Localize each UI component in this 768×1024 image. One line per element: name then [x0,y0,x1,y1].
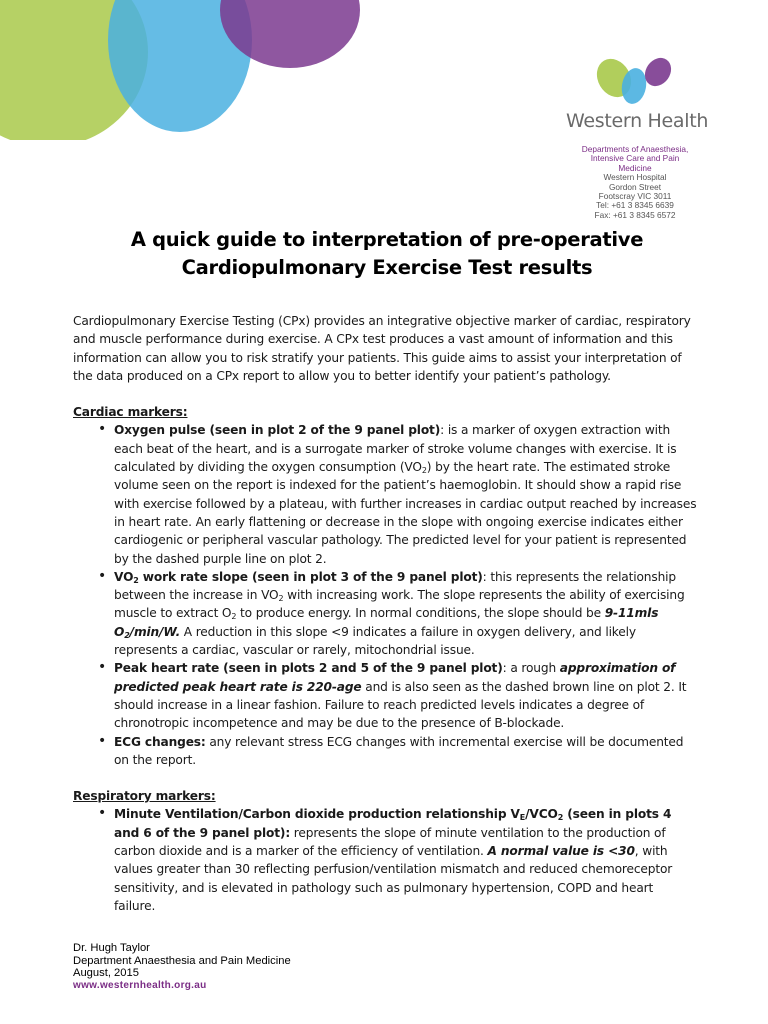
address-line: Western Hospital [603,172,667,183]
footer [73,942,291,992]
section-heading-respiratory: Respiratory markers: [73,789,216,804]
list-item-ecg-changes: • ECG changes: any relevant stress ECG changes with incremental exercise will be documented on the report. [114,733,698,770]
list-item-ve-vco2: • Minute Ventilation/Carbon dioxide production relationship $V_E/VCO_2$ (seen in plots 4 and 6 of the 9 panel plot): represents the slope of minute ventilation to the production of carbon dioxide and is a marker of the efficiency of ventilation. A normal value is <30, with values greater than 30 reflecting perfusion/ventilation mismatch and reduced chemoreceptor sensitivity, and is elevated in pathology such as pulmonary hypertension, COPD and heart failure. [114,805,698,915]
section-heading-cardiac: Cardiac markers: [73,405,188,420]
list-item-oxygen-pulse: • Oxygen pulse (seen in plot 2 of the 9 panel plot): is a marker of oxygen extraction with each beat of the heart, and is a surrogate marker of stroke volume changes with exercise. It is calculated by dividing the oxygen consumption $(VO_2)$ by the heart rate. The estimated stroke volume seen on the report is indexed for the patient’s haemoglobin. It should show a rapid rise with exercise followed by a plateau, with further increases in cardiac output reached by increases in heart rate. An early flattening or decrease in the slope with ongoing exercise indicates either cardiogenic or peripheral vascular pathology. The predicted level for your patient is represented by the dashed purple line on plot 2. [114,421,698,567]
logo-mark-icon [596,56,680,106]
list-item-vo2-slope: • $VO_2$ work rate slope (seen in plot 3 of the 9 panel plot): this represents the relationship between the increase in $VO_2$ with increasing work. The slope represents the ability of exercising muscle to extract $O_2$ to produce energy. In normal conditions, the slope should be 9-11mls $O_2/\min/W$. A reduction in this slope <9 indicates a failure in oxygen delivery, and likely represents a cardiac, vascular or rarely, mitochondrial issue. [114,568,698,659]
document-title [40,226,734,282]
footer-website-link[interactable]: www.westernhealth.org.au [73,979,207,991]
respiratory-markers-list [73,805,698,915]
address-line: Footscray VIC 3011 [598,191,672,202]
department-name-line: Intensive Care and Pain [590,153,680,164]
document-body [73,312,698,915]
address-line: Gordon Street [608,181,662,192]
footer-author: Dr. Hugh Taylor [73,942,150,954]
department-name-line: Medicine [618,162,652,173]
logo-text: Western Health [566,110,709,132]
cardiac-markers-list [73,421,698,769]
list-item-peak-heart-rate: • Peak heart rate (seen in plots 2 and 5 of the 9 panel plot): a rough approximation of predicted peak heart rate is 220-age and is also seen as the dashed brown line on plot 2. It should increase in a linear fashion. Failure to reach predicted levels indicates a degree of chronotropic incompetence and may be due to the presence of B-blockade. [114,659,698,732]
footer-date: August, 2015 [73,967,139,979]
department-name-line: Departments of Anaesthesia, [581,144,689,154]
department-contact-block [560,145,710,220]
intro-paragraph: Cardiopulmonary Exercise Testing (CPx) provides an integrative objective marker of cardiac, respiratory and muscle performance during exercise. A CPx test produces a vast amount of information and this information can allow you to risk stratify your patients. This guide aims to assist your interpretation of the data produced on a CPx report to allow you to better identify your patient’s pathology. [73,314,691,383]
fax: Fax: +61 3 8345 6572 [594,209,676,220]
title-line: A quick guide to interpretation of pre-operative [130,228,644,251]
decorative-blobs [0,0,360,140]
title-line: Cardiopulmonary Exercise Test results [181,256,593,279]
footer-department: Department Anaesthesia and Pain Medicine [73,954,291,967]
telephone: Tel: +61 3 8345 6639 [596,200,674,211]
